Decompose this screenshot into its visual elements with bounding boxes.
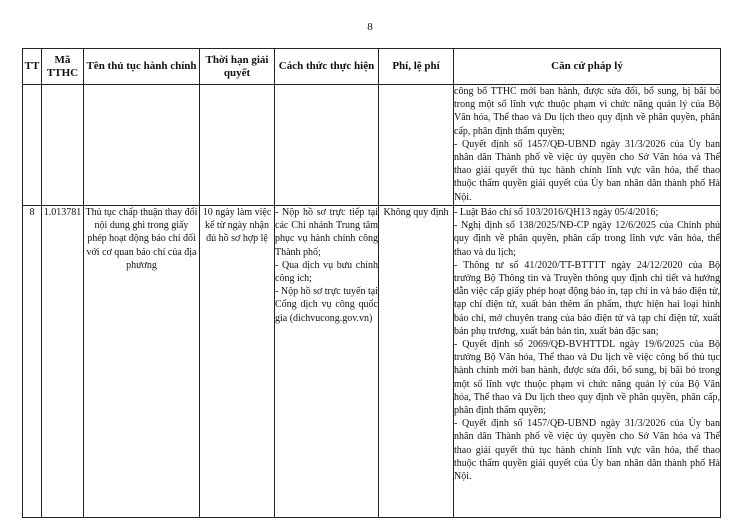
header-legal-basis: Căn cứ pháp lý [454,49,721,85]
cell-methods [275,206,379,518]
cell-legal-basis [454,206,721,518]
legal-basis-item: - Quyết định số 2069/QĐ-BVHTTDL ngày 19/6/2025 của Bộ trưởng Bộ Văn hóa, Thể thao và Du lịch về việc công bố thủ tục hành chính mới ban hành, được sửa đổi, bổ sung, bị bãi bỏ trong một số lĩnh vực thuộc phạm vi chức năng quản lý của Bộ Văn hóa, Thể thao và Du lịch theo quy định về phân quyền, phân cấp, phân định thẩm quyền; [454,339,720,417]
header-deadline: Thời hạn giải quyết [200,49,275,85]
legal-basis-item: công bố TTHC mới ban hành, được sửa đổi, bổ sung, bị bãi bỏ trong một số lĩnh vực thuộc phạm vi chức năng quản lý của Bộ Văn hóa, Thể thao và Du lịch theo quy định về phân quyền, phân cấp, phân định thẩm quyền; [454,86,720,137]
header-method: Cách thức thực hiện [275,49,379,85]
header-fee: Phí, lệ phí [379,49,454,85]
cell-code: 1.013781 [42,206,84,518]
cell-empty [200,85,275,206]
legal-basis-item: - Luật Báo chí số 103/2016/QH13 ngày 05/4/2016; [454,207,659,218]
legal-basis-item: - Quyết định số 1457/QĐ-UBND ngày 31/3/2026 của Ủy ban nhân dân Thành phố về việc ủy quyền cho Sở Văn hóa và Thể thao giải quyết thủ tục hành chính lĩnh vực văn hóa, thể thao thuộc thẩm quyền giải quyết của Ủy ban nhân dân thành phố Hà Nội. [454,418,720,483]
method-item: - Nộp hồ sơ trực tiếp tại các Chi nhánh Trung tâm phục vụ hành chính công Thành phố; [275,207,378,258]
page-number: 8 [367,21,373,33]
legal-basis-item: - Thông tư số 41/2020/TT-BTTTT ngày 24/12/2020 của Bộ trưởng Bộ Thông tin và Truyền thông quy định chi tiết và hướng dẫn việc cấp giấy phép hoạt động báo in, tạp chí in và báo điện tử, tạp chí điện tử, xuất bản thêm ấn phẩm, thực hiện hai loại hình báo chí, mở chuyên trang của báo điện tử và tạp chí điện tử, xuất bản phụ trương, xuất bản bản tin, xuất bản đặc san; [454,259,720,337]
cell-empty [23,85,42,206]
legal-basis-item: - Nghị định số 138/2025/NĐ-CP ngày 12/6/2025 của Chính phủ quy định về phân quyền, phân cấp trong lĩnh vực văn hóa, thể thao và du lịch; [454,220,720,258]
legal-basis-item: - Quyết định số 1457/QĐ-UBND ngày 31/3/2026 của Ủy ban nhân dân Thành phố về việc ủy quyền cho Sở Văn hóa và Thể thao giải quyết thủ tục hành chính lĩnh vực văn hóa, thể thao thuộc thẩm quyền giải quyết của Ủy ban nhân dân thành phố Hà Nội. [454,138,720,203]
cell-empty [84,85,200,206]
table-row-continuation [23,85,721,206]
header-tt: TT [23,49,42,85]
cell-fee: Không quy định [379,206,454,518]
table-row [23,206,721,518]
method-item: - Nộp hồ sơ trực tuyến tại Cổng dịch vụ công quốc gia (dichvucong.gov.vn) [275,286,378,324]
cell-tt: 8 [23,206,42,518]
header-name: Tên thủ tục hành chính [84,49,200,85]
header-code: Mã TTHC [42,49,84,85]
cell-procedure-name: Thủ tục chấp thuận thay đổi nội dung ghi trong giấy phép hoạt động báo chí đối với cơ quan báo chí của địa phương [84,206,200,518]
cell-empty [42,85,84,206]
cell-empty [379,85,454,206]
cell-empty [275,85,379,206]
cell-legal-basis-continued [454,85,721,206]
cell-deadline: 10 ngày làm việc kể từ ngày nhận đủ hồ sơ hợp lệ [200,206,275,518]
table-header-row [23,49,721,85]
method-item: - Qua dịch vụ bưu chính công ích; [275,259,378,285]
procedure-table [22,48,721,518]
